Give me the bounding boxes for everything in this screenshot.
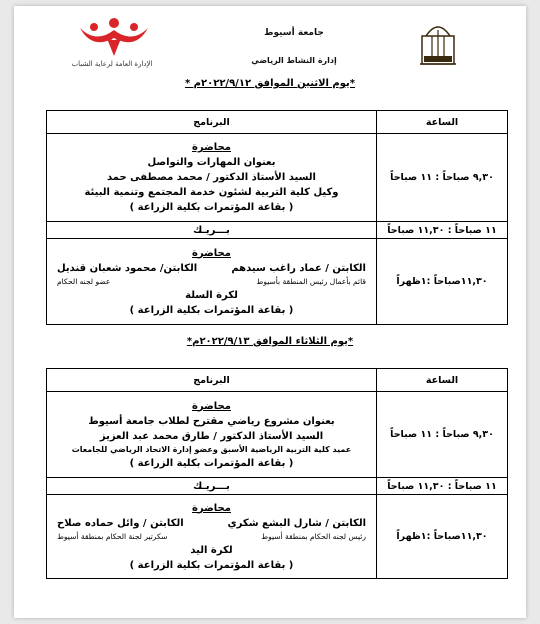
speaker-a: الكابتن / شارل البشع شكري	[227, 517, 366, 529]
table-header-row	[47, 111, 508, 134]
session-speaker: السيد الأستاذ الدكتور / طارق محمد عبد العزيز	[99, 430, 324, 442]
session-program	[47, 392, 377, 478]
table-row	[47, 392, 508, 478]
break-time: ١١ صباحاً : ١١,٣٠ صباحاً	[377, 222, 508, 239]
session-time: ٩,٣٠ صباحاً : ١١ صباحاً	[377, 392, 508, 478]
session-topic: بعنوان مشروع رياضي مقترح لطلاب جامعة أسيوط	[88, 415, 335, 427]
day2-title: *يوم الثلاثاء الموافق ٢٠٢٢/٩/١٣م*	[186, 336, 354, 347]
session-speaker: السيد الأستاذ الدكتور / محمد مصطفى حمد	[107, 172, 316, 183]
session-type: محاضرة	[192, 400, 231, 412]
table-header-row	[47, 369, 508, 392]
session-program	[47, 495, 377, 579]
time-header: الساعة	[377, 111, 508, 134]
program-header: البرنامج	[47, 111, 377, 134]
speaker-names	[51, 516, 372, 531]
session-sport: لكرة اليد	[190, 544, 233, 556]
table-row	[47, 222, 508, 239]
assiut-university-logo	[418, 16, 458, 68]
session-time: ١١,٣٠صباحاً :١ظهراً	[377, 495, 508, 579]
break-label	[47, 478, 377, 495]
day1-schedule-table	[46, 110, 508, 325]
session-program	[47, 239, 377, 325]
session-program	[47, 134, 377, 222]
letterhead	[14, 6, 526, 78]
speaker-roles	[51, 531, 372, 543]
speaker-b-role: سكرتير لجنة الحكام بمنطقة أسيوط	[57, 531, 168, 541]
university-name: جامعة أسيوط	[264, 28, 324, 38]
break-time: ١١ صباحاً : ١١,٣٠ صباحاً	[377, 478, 508, 495]
session-venue: ( بقاعة المؤتمرات بكلية الزراعة )	[129, 304, 294, 316]
session-venue: ( بقاعة المؤتمرات بكلية الزراعة )	[129, 457, 294, 469]
session-time: ٩,٣٠ صباحاً : ١١ صباحاً	[377, 134, 508, 222]
department-name: إدارة النشاط الرياضي	[251, 56, 337, 65]
youth-care-logo-text: الإدارة العامة لرعاية الشباب	[71, 60, 153, 68]
document-page	[14, 6, 526, 618]
speaker-names	[51, 261, 372, 276]
table-row	[47, 239, 508, 325]
speaker-a: الكابتن / عماد راغب سيدهم	[231, 262, 366, 274]
speaker-roles	[51, 276, 372, 288]
speaker-b: الكابتن/ محمود شعبان قنديل	[57, 262, 198, 274]
program-header: البرنامج	[47, 369, 377, 392]
session-type: محاضرة	[192, 247, 231, 259]
session-venue: ( بقاعة المؤتمرات بكلية الزراعة )	[129, 559, 294, 571]
break-label	[47, 222, 377, 239]
table-row	[47, 478, 508, 495]
table-row	[47, 134, 508, 222]
session-type: محاضرة	[192, 142, 231, 153]
day1-title: *يوم الاثنين الموافق ٢٠٢٢/٩/١٢م *	[184, 78, 356, 89]
youth-care-logo	[76, 14, 152, 60]
table-row	[47, 495, 508, 579]
break-text: بـــريـك	[193, 480, 230, 492]
session-topic: بعنوان المهارات والتواصل	[147, 157, 276, 168]
break-text: بـــريـك	[193, 224, 230, 236]
time-header: الساعة	[377, 369, 508, 392]
session-time: ١١,٣٠صباحاً :١ظهراً	[377, 239, 508, 325]
speaker-a-role: قائم بأعمال رئيس المنطقة بأسيوط	[256, 276, 366, 286]
speaker-b-role: عضو لجنه الحكام	[57, 276, 111, 286]
speaker-b: الكابتن / وائل حماده صلاح	[57, 517, 184, 529]
session-sport: لكرة السلة	[185, 289, 238, 301]
session-venue: ( بقاعة المؤتمرات بكلية الزراعة )	[129, 202, 294, 213]
speaker-position: عميد كلية التربية الرياضية الأسبق وعضو إدارة الاتحاد الرياضي للجامعات	[71, 444, 352, 454]
speaker-position: وكيل كلية التربية لشئون خدمة المجتمع وتنمية البيئة	[84, 187, 339, 198]
speaker-a-role: رئيس لجنه الحكام بمنطقة أسيوط	[261, 531, 366, 541]
day2-schedule-table	[46, 368, 508, 579]
session-type: محاضرة	[192, 502, 231, 514]
